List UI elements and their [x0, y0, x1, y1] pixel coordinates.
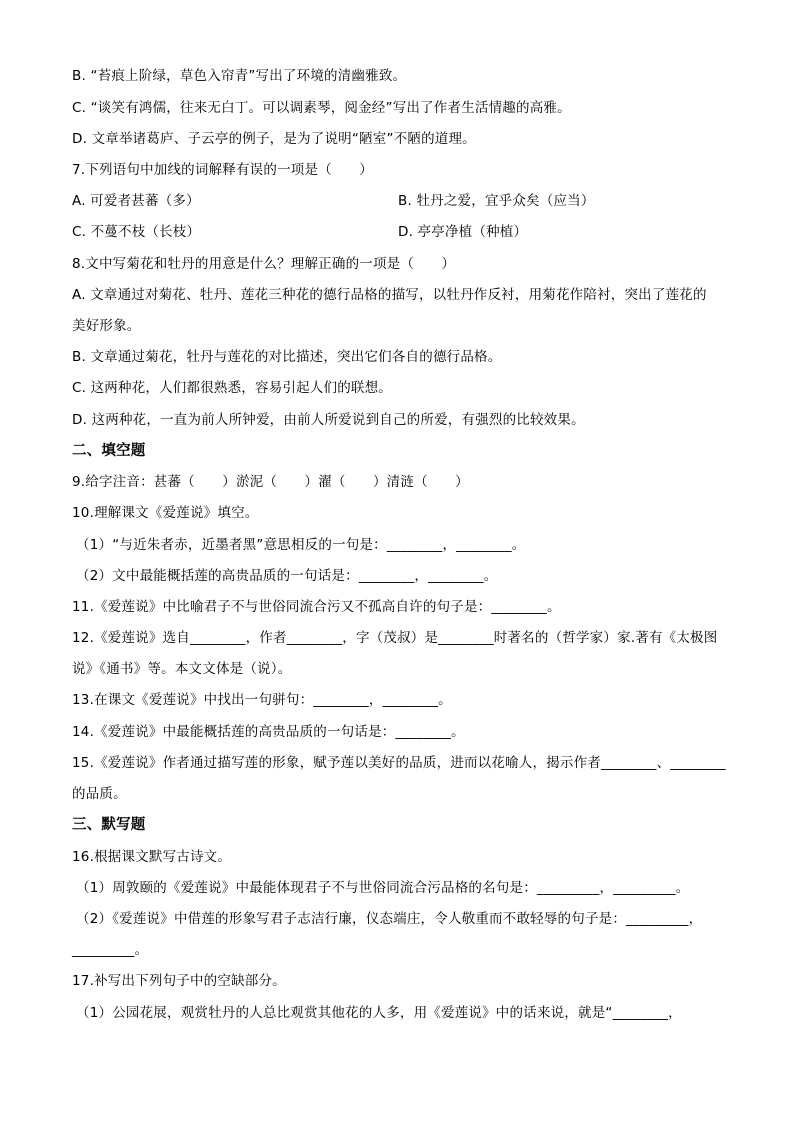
q8-stem: 8.文中写菊花和牡丹的用意是什么？理解正确的一项是（ ） — [72, 256, 456, 272]
q17-stem: 17.补写出下列句子中的空缺部分。 — [72, 973, 286, 989]
q8-option-d: D. 这两种花，一直为前人所钟爱，由前人所爱说到自己的所爱，有强烈的比较效果。 — [72, 412, 585, 428]
q16-part-2-continued: _________。 — [72, 942, 149, 958]
q8-option-a: A. 文章通过对菊花、牡丹、莲花三种花的德行品格的描写，以牡丹作反衬，用菊花作陪衬，突出了莲花的 — [72, 287, 707, 303]
q8-option-a-continued: 美好形象。 — [72, 318, 141, 334]
q12-continued: 说》《通书》等。本文文体是（说）。 — [72, 661, 292, 677]
q8-option-c: C. 这两种花，人们都很熟悉，容易引起人们的联想。 — [72, 380, 393, 396]
q7-option-a: A. 可爱者甚蕃（多） — [72, 193, 200, 209]
q15: 15.《爱莲说》作者通过描写莲的形象，赋予莲以美好的品质，进而以花喻人，揭示作者________、________ — [72, 755, 726, 771]
q7-option-b: B. 牡丹之爱，宜乎众矣（应当） — [398, 193, 595, 209]
q7-options-row-2 — [72, 222, 722, 242]
q7-options-row-1 — [72, 191, 722, 211]
q6-option-d: D. 文章举诸葛庐、子云亭的例子，是为了说明“陋室”不陋的道理。 — [72, 131, 476, 147]
q6-option-b: B. “苔痕上阶绿，草色入帘青”写出了环境的清幽雅致。 — [72, 68, 407, 84]
q14: 14.《爱莲说》中最能概括莲的高贵品质的一句话是：________。 — [72, 724, 465, 740]
q13: 13.在课文《爱莲说》中找出一句骈句：________，________。 — [72, 692, 452, 708]
q6-option-c: C. “谈笑有鸿儒，往来无白丁。可以调素琴，阅金经”写出了作者生活情趣的高雅。 — [72, 100, 571, 116]
q10-part-1: （1）“与近朱者赤，近墨者黑”意思相反的一句是：________，________。 — [76, 537, 526, 553]
q15-continued: 的品质。 — [72, 786, 127, 802]
q7-option-d: D. 亭亭净植（种植） — [398, 224, 528, 240]
q12: 12.《爱莲说》选自________，作者________，字（茂叔）是________时著名的（哲学家）家.著有《太极图 — [72, 630, 718, 646]
q8-option-b: B. 文章通过菊花，牡丹与莲花的对比描述，突出它们各自的德行品格。 — [72, 349, 502, 365]
q16-part-2: （2）《爱莲说》中借莲的形象写君子志洁行廉，仪态端庄，令人敬重而不敢轻辱的句子是：_________， — [76, 911, 703, 927]
section-heading-dictation: 三、默写题 — [72, 817, 146, 833]
q7-option-c: C. 不蔓不枝（长枝） — [72, 224, 201, 240]
q7-stem: 7.下列语句中加线的词解释有误的一项是（ ） — [72, 162, 373, 178]
q16-stem: 16.根据课文默写古诗文。 — [72, 849, 232, 865]
q17-part-1: （1）公园花展，观赏牡丹的人总比观赏其他花的人多，用《爱莲说》中的话来说，就是“________， — [76, 1005, 682, 1021]
q10-stem: 10.理解课文《爱莲说》填空。 — [72, 505, 259, 521]
section-heading-fill-in: 二、填空题 — [72, 443, 146, 459]
q10-part-2: （2）文中最能概括莲的高贵品质的一句话是：________，________。 — [76, 568, 498, 584]
q11: 11.《爱莲说》中比喻君子不与世俗同流合污又不孤高自许的句子是：________。 — [72, 599, 561, 615]
q9: 9.给字注音：甚蕃（ ）淤泥（ ）濯（ ）清涟（ ） — [72, 474, 469, 490]
q16-part-1: （1）周敦颐的《爱莲说》中最能体现君子不与世俗同流合污品格的名句是：_________，_________。 — [76, 880, 690, 896]
